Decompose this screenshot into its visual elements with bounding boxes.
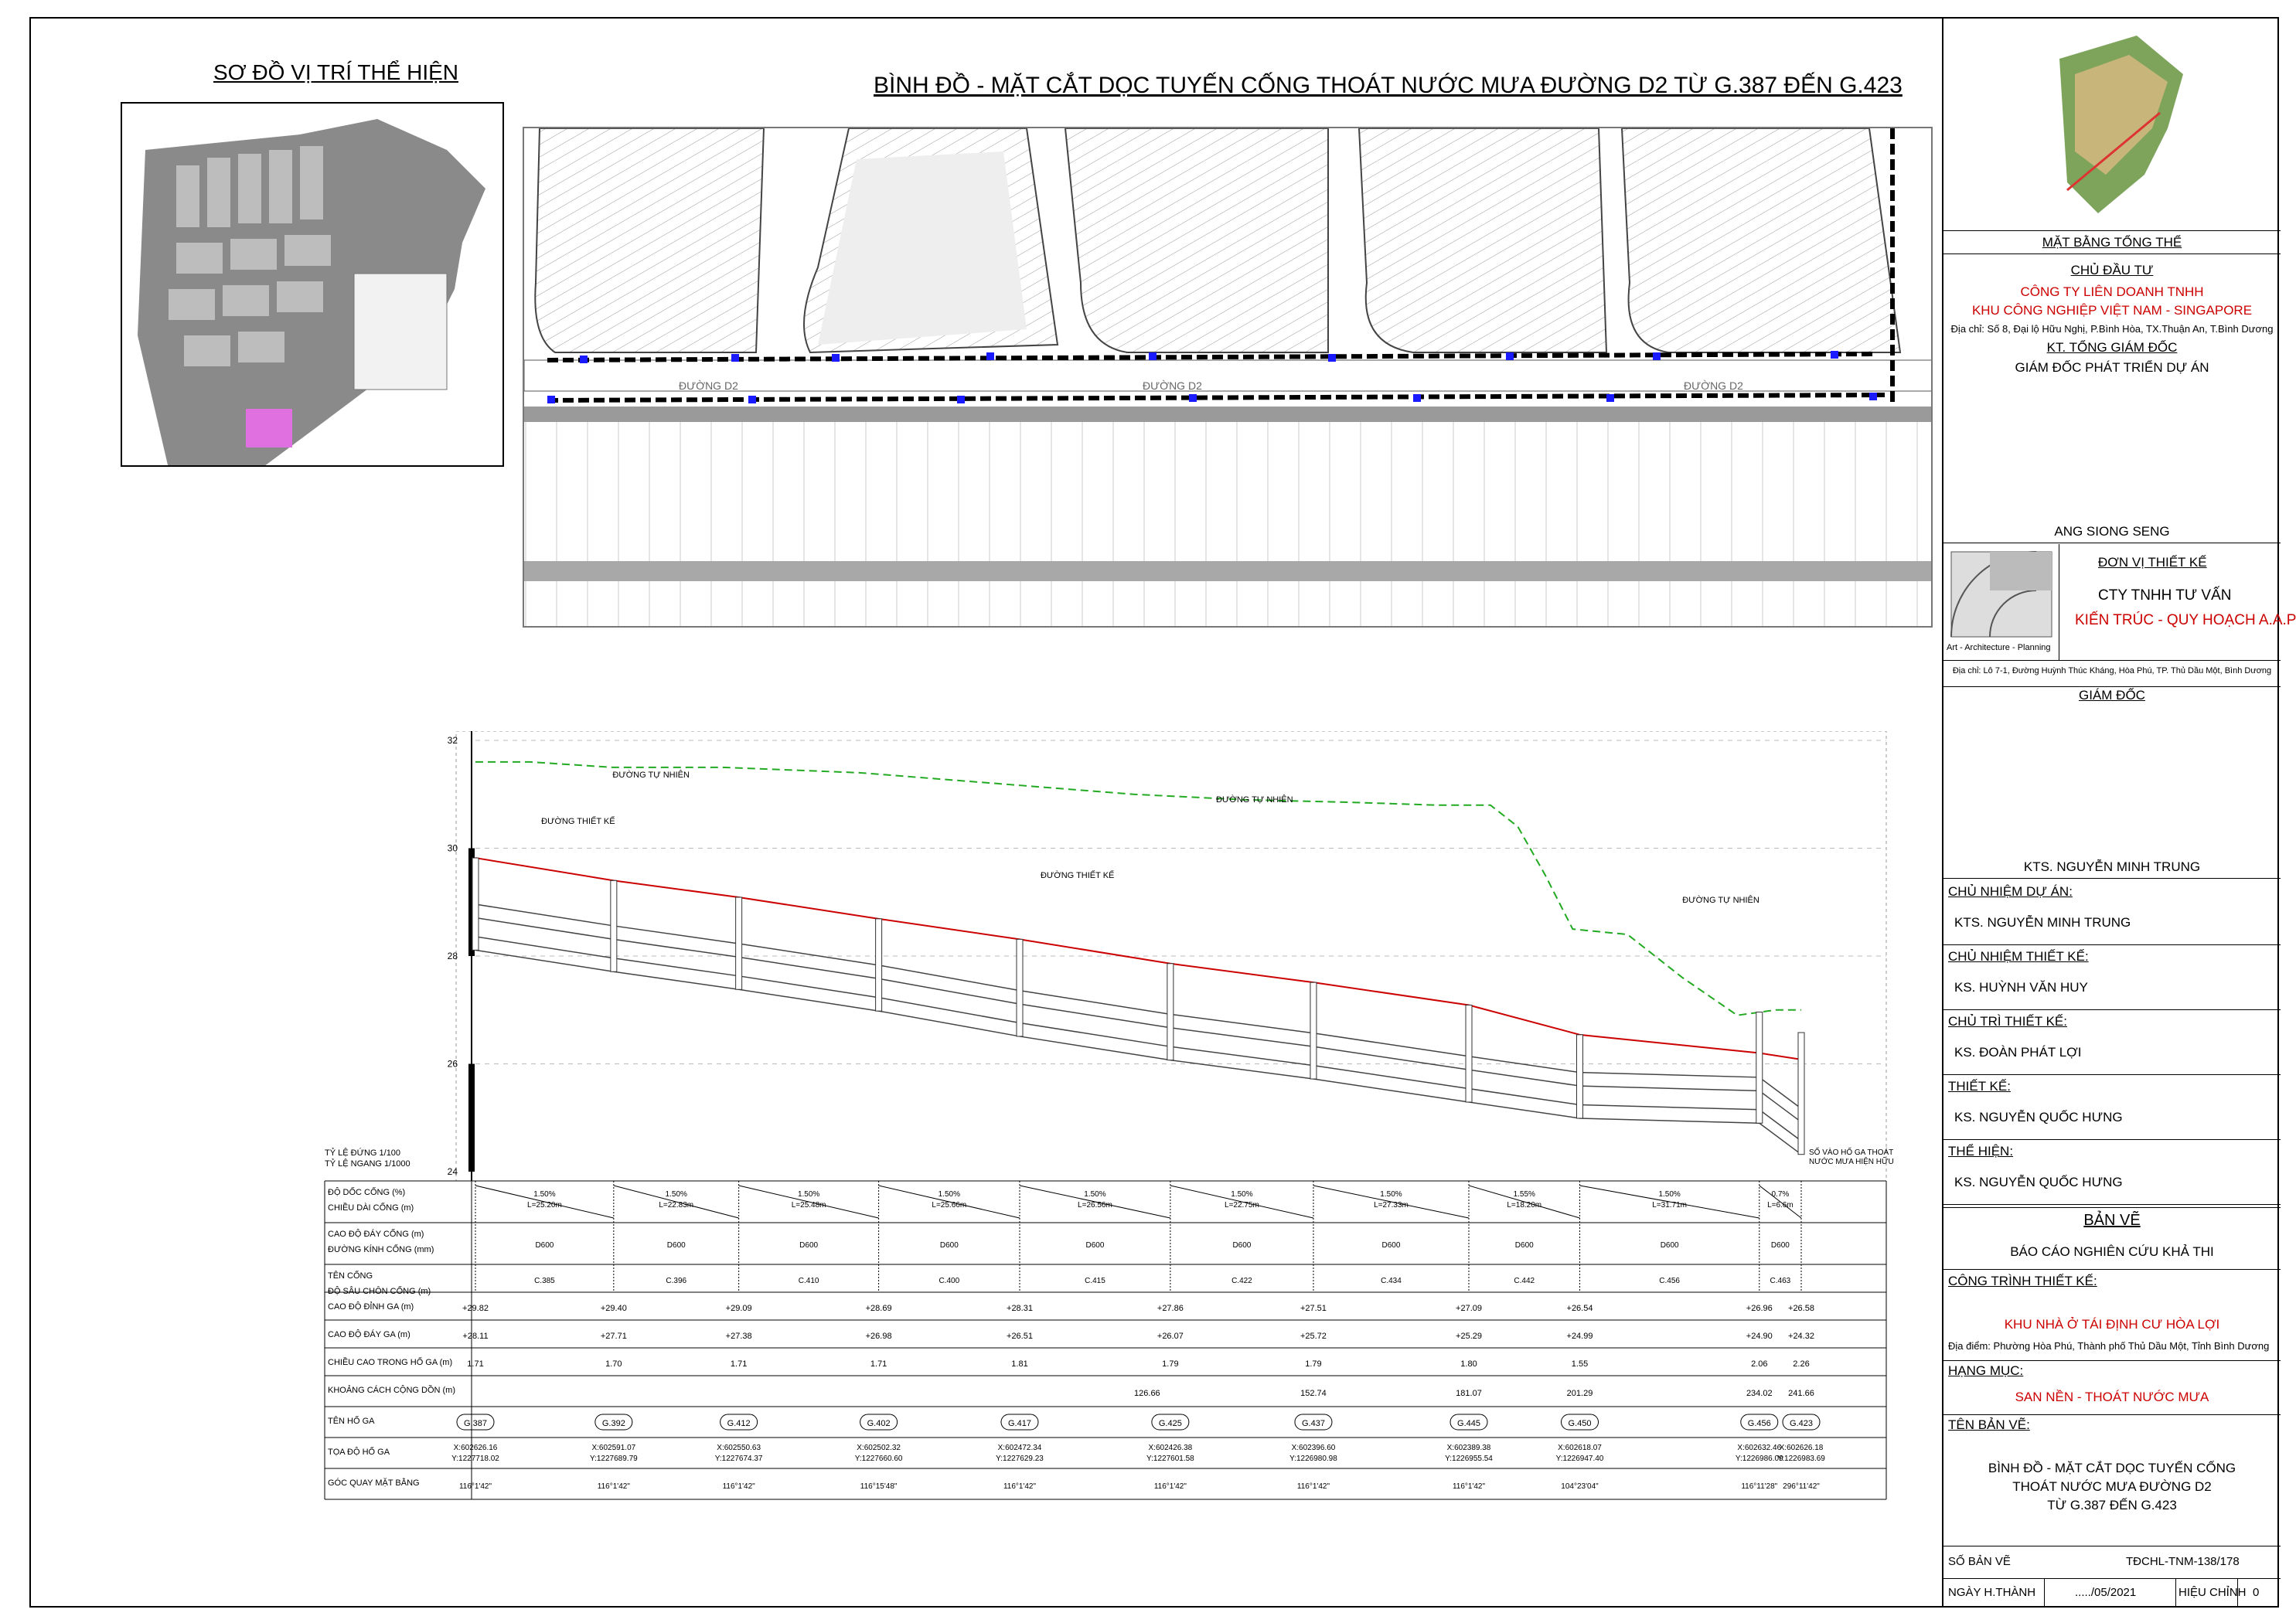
pipe-name: C.396 [666,1277,687,1285]
manhole-angle: 104°23'04" [1561,1482,1599,1491]
manhole-shaft [1466,1005,1472,1102]
director-name: KTS. NGUYỄN MINH TRUNG [2023,859,2201,874]
manhole-name: G.450 [1568,1419,1592,1428]
table-row-label: CAO ĐỘ ĐỈNH GA (m) [328,1302,414,1312]
role-person: KS. NGUYỄN QUỐC HƯNG [1954,1110,2123,1125]
deputy-title: GIÁM ĐỐC PHÁT TRIỂN DỰ ÁN [2015,360,2209,375]
manhole-coord-x: X:602396.60 [1291,1444,1336,1452]
manhole-shaft [1756,1012,1763,1124]
pipe-length: L=6.6m [1767,1201,1794,1210]
manhole-top-elev: +29.09 [725,1304,752,1313]
manhole-height: 1.71 [467,1359,484,1369]
pipe-name: C.415 [1085,1277,1105,1285]
date-label: NGÀY H.THÀNH [1948,1586,2036,1599]
manhole-name: G.445 [1457,1419,1480,1428]
designer-logo [1943,544,2059,660]
manhole-name: G.417 [1008,1419,1031,1428]
design-ground-label: ĐƯỜNG THIẾT KẾ [541,817,615,826]
manhole-top-elev: +28.69 [865,1304,892,1313]
manhole-coord-x: X:602426.38 [1148,1444,1193,1452]
investor-label: CHỦ ĐẦU TƯ [2070,263,2154,277]
manhole-top-elev: +26.96 [1746,1304,1773,1313]
manhole-angle: 116°1'42" [597,1482,630,1491]
manhole-height: 1.70 [605,1359,622,1369]
table-row-label: CHIỀU DÀI CỐNG (m) [328,1203,414,1213]
manhole-name: G.387 [464,1419,487,1428]
table-row-label: TÊN CỐNG [328,1271,373,1281]
pipe-bottom [475,937,1801,1141]
manhole-coord-x: X:602550.63 [717,1444,761,1452]
manhole-coord-y: Y:1227689.79 [589,1455,638,1463]
revision-number: 0 [2253,1586,2260,1599]
y-tick-label: 30 [447,842,458,854]
design-ground-label: ĐƯỜNG THIẾT KẾ [1040,871,1115,880]
table-row-label: ĐỘ DỐC CỐNG (%) [328,1188,406,1197]
manhole-height: 1.71 [870,1359,887,1369]
pipe-length: L=18.20m [1507,1201,1542,1210]
cumulative-distance: 241.66 [1788,1389,1814,1398]
logo-text: Art - Architecture - Planning [1947,643,2051,652]
manhole-shaft [1167,964,1174,1060]
manhole-bottom-elev: +28.11 [462,1332,489,1341]
elevation-bar [468,1064,475,1172]
manhole-coord-x: X:602389.38 [1446,1444,1491,1452]
manhole-height: 1.80 [1460,1359,1477,1369]
manhole-height: 2.26 [1793,1359,1810,1369]
pipe-top [475,917,1801,1121]
manhole-coord-x: X:602626.16 [453,1444,498,1452]
manhole-coord-y: Y:1226955.54 [1445,1455,1493,1463]
pipe-length: L=26.56m [1078,1201,1112,1210]
project-location: Địa điểm: Phường Hòa Phú, Thành phố Thủ Dầu Một, Tỉnh Bình Dương [1948,1340,2270,1352]
manhole-coord-x: X:602472.34 [997,1444,1042,1452]
drawing-phase: BÁO CÁO NGHIÊN CỨU KHẢ THI [2010,1244,2214,1259]
role-label: CHỦ NHIỆM THIẾT KẾ: [1948,949,2089,964]
pipe-name: C.410 [798,1277,819,1285]
manhole-bottom-elev: +24.99 [1566,1332,1593,1341]
manhole-shaft [736,897,742,989]
manhole-bottom-elev: +25.72 [1300,1332,1327,1341]
manhole-coord-y: Y:1227660.60 [854,1455,903,1463]
manhole-name: G.437 [1301,1419,1325,1428]
manhole-angle: 116°1'42" [722,1482,755,1491]
manhole-shaft [1798,1033,1804,1155]
table-row-label: CHIỀU CAO TRONG HỐ GA (m) [328,1358,453,1367]
role-label: CHỦ NHIỆM DỰ ÁN: [1948,884,2073,899]
manhole-height: 1.79 [1162,1359,1179,1369]
outlet-note: SỐ VÀO HỐ GA THOÁT [1809,1148,1894,1157]
manhole-angle: 116°1'42" [1153,1482,1187,1491]
pipe-name: C.422 [1231,1277,1252,1285]
designer-label: ĐƠN VỊ THIẾT KẾ [2098,555,2207,570]
y-tick-label: 26 [447,1058,458,1070]
table-row-label: TỌA ĐỘ HỐ GA [328,1448,390,1457]
manhole-bottom-elev: +26.51 [1007,1332,1033,1341]
pipe-length: L=27.33m [1374,1201,1409,1210]
profile-section [309,731,1925,1504]
manhole-top-elev: +26.54 [1566,1304,1593,1313]
manhole-coord-y: Y:1227674.37 [714,1455,763,1463]
manhole-angle: 116°11'28" [1741,1482,1778,1491]
manhole-coord-x: X:602626.18 [1779,1444,1824,1452]
manhole-shaft [472,858,479,950]
manhole-shaft [1577,1035,1583,1118]
manhole-bottom-elev: +24.90 [1746,1332,1773,1341]
manhole-angle: 116°1'42" [1452,1482,1486,1491]
plan-title: BÌNH ĐỒ - MẶT CẮT DỌC TUYẾN CỐNG THOÁT NƯỚC MƯA ĐƯỜNG D2 TỪ G.387 ĐẾN G.423 [874,73,1903,98]
manhole-top-elev: +29.40 [600,1304,627,1313]
manhole-top-elev: +27.86 [1157,1304,1184,1313]
pipe-diameter: D600 [939,1241,959,1250]
pipe-diameter: D600 [1770,1241,1790,1250]
project-name: KHU NHÀ Ở TÁI ĐỊNH CƯ HÒA LỢI [2004,1317,2220,1332]
table-row-label: KHOẢNG CÁCH CỘNG DỒN (m) [328,1386,455,1395]
pipe-slope: 1.50% [1380,1190,1402,1199]
project-label: CÔNG TRÌNH THIẾT KẾ: [1948,1274,2097,1288]
manhole-name: G.392 [601,1419,625,1428]
natural-ground-label: ĐƯỜNG TỰ NHIÊN [1682,896,1759,905]
manhole-angle: 296°11'42" [1783,1482,1820,1491]
pipe-slope: 0.7% [1771,1190,1790,1199]
natural-ground-label: ĐƯỜNG TỰ NHIÊN [1216,795,1293,805]
manhole-height: 2.06 [1751,1359,1768,1369]
pipe-name: C.385 [534,1277,555,1285]
pipe-diameter: D600 [1232,1241,1252,1250]
table-row-label: CAO ĐỘ ĐÁY CỐNG (m) [328,1230,424,1239]
scale-vertical: TỶ LỆ ĐỨNG 1/100 [325,1148,401,1158]
sheet-no-label: SỐ BẢN VẼ [1948,1555,2011,1568]
pipe-name: C.456 [1659,1277,1680,1285]
pipe-diameter: D600 [1660,1241,1679,1250]
pipe-length: L=22.75m [1225,1201,1259,1210]
revision-label: HIỆU CHỈNH [2178,1586,2247,1599]
manhole-coord-y: Y:1227718.02 [451,1455,499,1463]
item-name: SAN NỀN - THOÁT NƯỚC MƯA [2015,1390,2209,1404]
designer-name-1: CTY TNHH TƯ VẤN [2098,587,2232,604]
role-person: KS. NGUYỄN QUỐC HƯNG [1954,1175,2123,1189]
role-person: KS. ĐOÀN PHÁT LỢI [1954,1045,2082,1060]
table-row-label: TÊN HỐ GA [328,1417,375,1426]
investor-name-1: CÔNG TY LIÊN DOANH TNHH [2020,284,2204,299]
pipe-slope: 1.50% [665,1190,687,1199]
manhole-top-elev: +27.51 [1300,1304,1327,1313]
investor-signer: ANG SIONG SENG [2054,524,2170,539]
cumulative-distance: 181.07 [1456,1389,1482,1398]
table-row-label: GÓC QUAY MẶT BẰNG [328,1478,420,1488]
pipe-diameter: D600 [535,1241,554,1250]
road-label-2: ĐƯỜNG D2 [1143,379,1202,392]
sheet-name-2: THOÁT NƯỚC MƯA ĐƯỜNG D2 [2012,1479,2212,1494]
director-label: GIÁM ĐỐC [2079,688,2145,703]
manhole-top-elev: +27.09 [1456,1304,1482,1313]
investor-name-2: KHU CÔNG NGHIỆP VIỆT NAM - SINGAPORE [1971,303,2253,318]
manhole-coord-y: Y:1226947.40 [1555,1455,1604,1463]
pipe-length: L=31.71m [1652,1201,1688,1210]
manhole-coord-x: X:602632.46 [1737,1444,1782,1452]
manhole-coord-x: X:602618.07 [1558,1444,1602,1452]
manhole-height: 1.55 [1571,1359,1589,1369]
manhole-coord-y: Y:1227629.23 [996,1455,1044,1463]
manhole-angle: 116°15'48" [860,1482,898,1491]
manhole-coord-y: Y:1226983.69 [1777,1455,1825,1463]
manhole-shaft [1310,982,1317,1079]
pipe-invert [475,950,1801,1154]
pipe-name: C.400 [938,1277,960,1285]
cumulative-distance: 126.66 [1134,1389,1160,1398]
manhole-shaft [1017,939,1023,1036]
manhole-angle: 116°1'42" [458,1482,492,1491]
completion-date: ...../05/2021 [2075,1586,2137,1599]
pipe-diameter: D600 [1085,1241,1105,1250]
table-row-label: ĐƯỜNG KÍNH CỐNG (mm) [328,1245,434,1254]
pipe-diameter: D600 [666,1241,686,1250]
manhole-top-elev: +26.58 [1788,1304,1814,1313]
role-label: THỂ HIỆN: [1948,1144,2014,1159]
designer-name-2: KIẾN TRÚC - QUY HOẠCH A.A.P [2075,612,2296,628]
manhole-bottom-elev: +24.32 [1788,1332,1814,1341]
master-plan-thumbnail [2052,28,2191,229]
designer-address: Địa chỉ: Lô 7-1, Đường Huỳnh Thúc Kháng, Hòa Phú, TP. Thủ Dầu Một, Bình Dương [1952,666,2272,675]
pipe-name: C.442 [1514,1277,1535,1285]
manhole-name: G.425 [1158,1419,1182,1428]
manhole-coord-y: Y:1227601.58 [1146,1455,1194,1463]
manhole-name: G.423 [1790,1419,1813,1428]
manhole-name: G.412 [727,1419,751,1428]
manhole-bottom-elev: +25.29 [1456,1332,1482,1341]
cumulative-distance: 152.74 [1300,1389,1327,1398]
pipe-name: C.463 [1770,1277,1791,1285]
pipe-slope: 1.50% [797,1190,820,1199]
pipe-slope: 1.50% [533,1190,556,1199]
pipe-slope: 1.50% [1231,1190,1253,1199]
manhole-name: G.402 [867,1419,891,1428]
outlet-note: NƯỚC MƯA HIỆN HỮU [1809,1158,1894,1166]
road-label-1: ĐƯỜNG D2 [679,379,738,392]
manhole-coord-x: X:602591.07 [591,1444,636,1452]
pipe-slope: 1.50% [938,1190,960,1199]
manhole-shaft [876,919,882,1011]
pipe-length: L=25.20m [527,1201,562,1210]
scale-horizontal: TỶ LỆ NGANG 1/1000 [325,1159,410,1169]
manhole-height: 1.81 [1011,1359,1028,1369]
cumulative-distance: 201.29 [1566,1389,1593,1398]
plan-view [523,127,1933,628]
manhole-name: G.456 [1747,1419,1771,1428]
y-tick-label: 24 [447,1166,458,1177]
pipe-length: L=25.66m [932,1201,967,1210]
sheet-name-3: TỪ G.387 ĐẾN G.423 [2047,1498,2177,1512]
natural-ground-label: ĐƯỜNG TỰ NHIÊN [612,771,690,780]
pipe-name: C.434 [1381,1277,1402,1285]
manhole-height: 1.79 [1305,1359,1322,1369]
road-label-3: ĐƯỜNG D2 [1684,379,1743,392]
location-title: SƠ ĐỒ VỊ TRÍ THỂ HIỆN [213,60,459,84]
role-person: KTS. NGUYỄN MINH TRUNG [1954,915,2131,930]
manhole-bottom-elev: +27.71 [600,1332,627,1341]
pipe-slope: 1.50% [1084,1190,1106,1199]
manhole-angle: 116°1'42" [1003,1482,1037,1491]
manhole-coord-y: Y:1226986.09 [1735,1455,1783,1463]
master-plan-label: MẶT BẰNG TỔNG THỂ [2042,235,2182,250]
pipe-diameter: D600 [1514,1241,1534,1250]
pipe-slope: 1.50% [1658,1190,1681,1199]
pipe-length: L=25.48m [791,1201,826,1210]
y-tick-label: 32 [447,735,458,746]
manhole-coord-x: X:602502.32 [857,1444,901,1452]
pipe-diameter: D600 [799,1241,819,1250]
manhole-top-elev: +28.31 [1007,1304,1033,1313]
manhole-shaft [611,880,617,971]
manhole-height: 1.71 [730,1359,748,1369]
pipe-slope: 1.55% [1513,1190,1535,1199]
pipe-crown [475,904,1801,1108]
manhole-bottom-elev: +27.38 [725,1332,752,1341]
table-row-label: CAO ĐỘ ĐÁY GA (m) [328,1330,410,1339]
kt-label: KT. TỔNG GIÁM ĐỐC [2046,340,2178,355]
pipe-length: L=22.83m [659,1201,694,1210]
role-label: THIẾT KẾ: [1948,1079,2011,1094]
manhole-top-elev: +29.82 [462,1304,489,1313]
cumulative-distance: 234.02 [1746,1389,1773,1398]
y-tick-label: 28 [447,951,458,961]
sheet-no: TĐCHL-TNM-138/178 [2126,1555,2240,1568]
manhole-coord-y: Y:1226980.98 [1289,1455,1337,1463]
manhole-bottom-elev: +26.98 [865,1332,892,1341]
location-map [121,102,504,467]
role-label: CHỦ TRÌ THIẾT KẾ: [1948,1014,2067,1029]
drawing-label: BẢN VẼ [2083,1212,2141,1229]
sheet-name-label: TÊN BẢN VẼ: [1948,1417,2030,1432]
manhole-bottom-elev: +26.07 [1157,1332,1184,1341]
sheet-name-1: BÌNH ĐỒ - MẶT CẮT DỌC TUYẾN CỐNG [1988,1461,2236,1475]
role-person: KS. HUỲNH VĂN HUY [1954,980,2088,995]
item-label: HẠNG MỤC: [1948,1363,2024,1378]
investor-address: Địa chỉ: Số 8, Đại lộ Hữu Nghị, P.Bình Hòa, TX.Thuận An, T.Bình Dương [1950,323,2274,335]
manhole-angle: 116°1'42" [1296,1482,1330,1491]
title-block [1942,17,2296,1608]
table-row-label: ĐỘ SÂU CHÔN CỐNG (m) [328,1287,431,1296]
pipe-diameter: D600 [1381,1241,1401,1250]
design-ground-line [475,858,1801,1060]
